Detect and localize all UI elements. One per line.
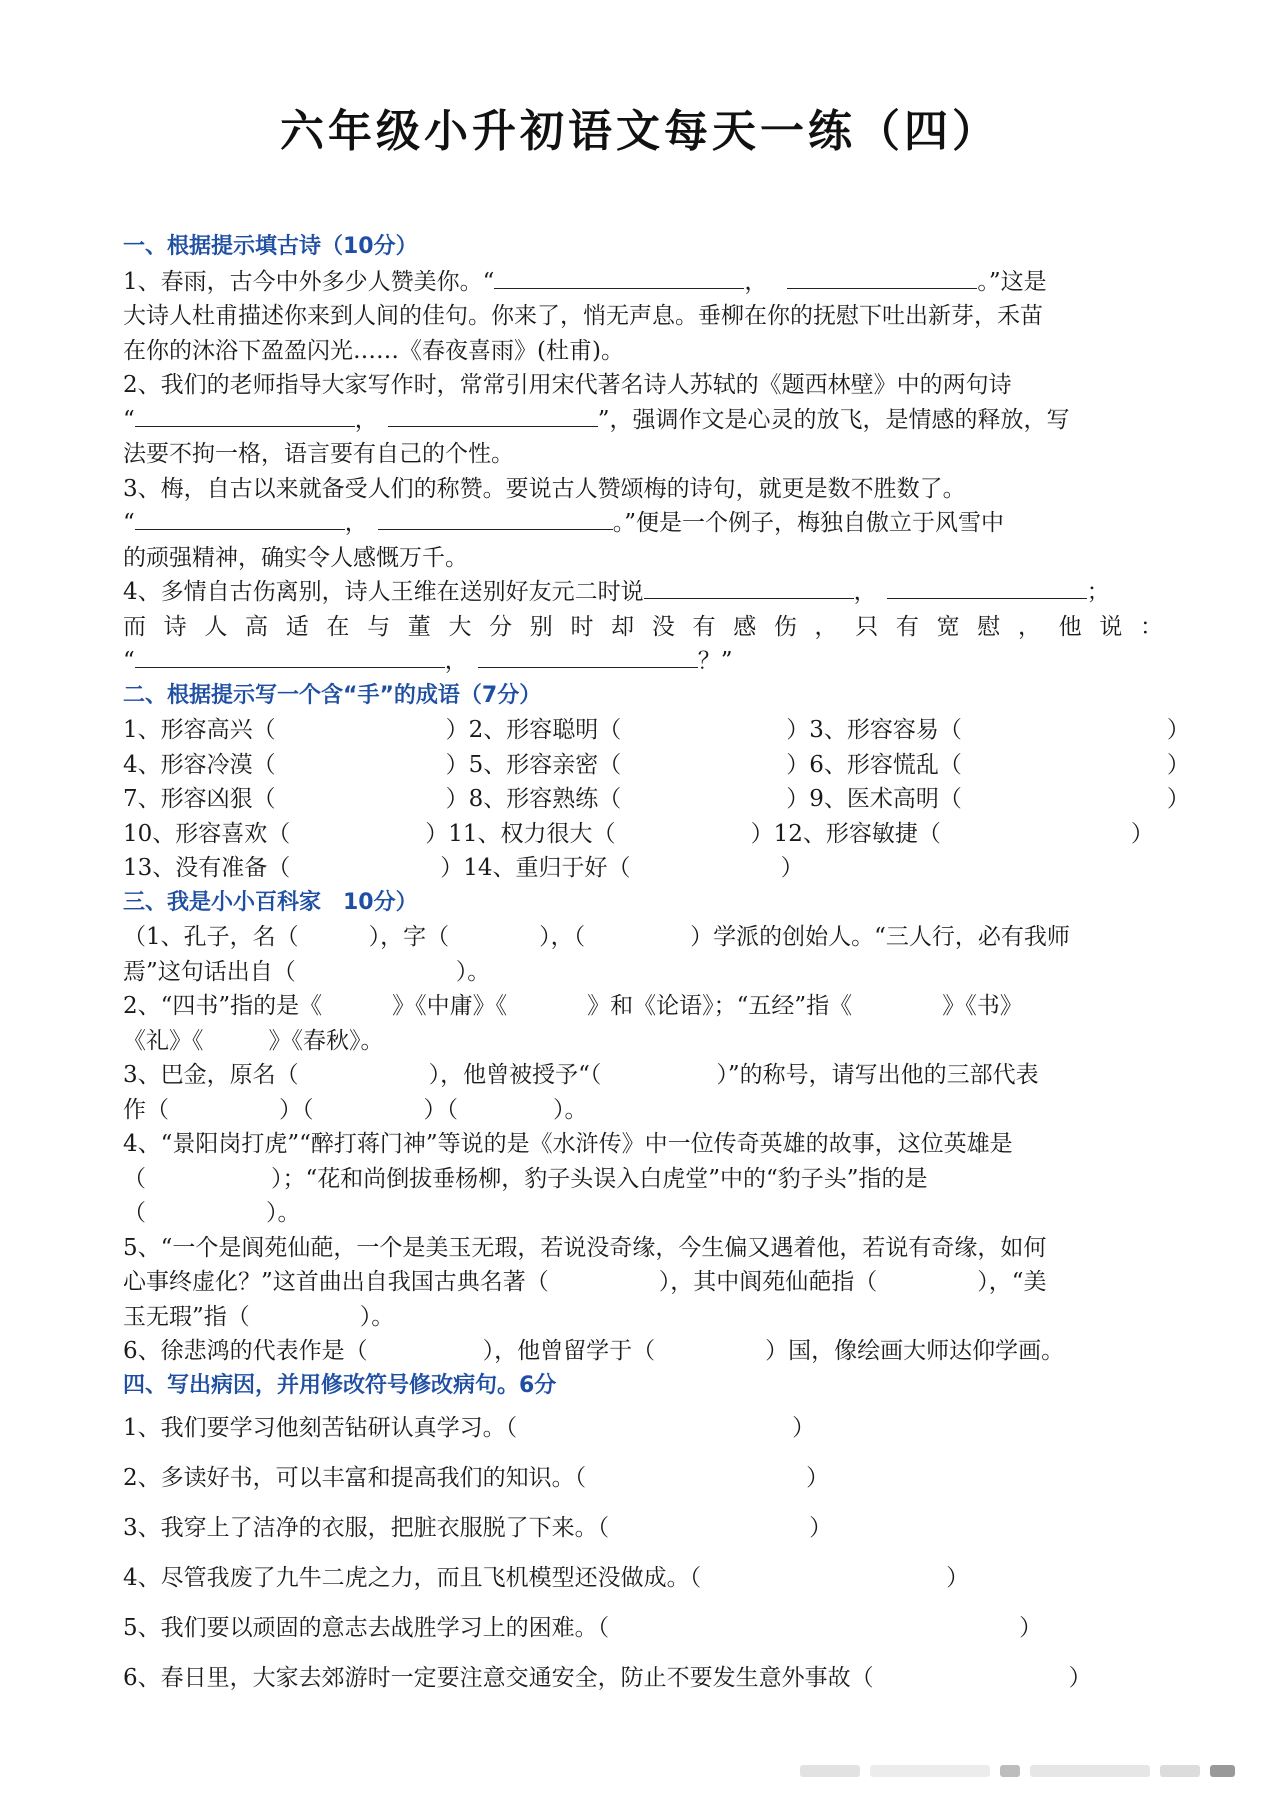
idiom-close: ） [1130, 820, 1154, 847]
wiki-text: 》《中庸》《 [392, 993, 508, 1019]
wiki-text: 心事终虚化？”这首曲出自我国古典名著（ [123, 1269, 549, 1295]
idiom-prompt: 7、形容凶狠（ [123, 786, 276, 812]
wiki-text: ）；“花和尚倒拔垂杨柳，豹子头误入白虎堂”中的“豹子头”指的是 [271, 1165, 928, 1192]
wiki-text: （1、孔子，名（ [123, 924, 299, 950]
wiki-text: （ [123, 1200, 146, 1226]
section-3-heading: 三、我是小小百科家 10分） [123, 889, 418, 915]
wiki-q5-line-2 [123, 1265, 1163, 1300]
idiom-prompt: ）5、形容亲密（ [445, 751, 622, 778]
wiki-q1-line-1 [123, 920, 1163, 955]
q3-tail: 。”便是一个例子，梅独自傲立于风雪中 [612, 510, 1005, 536]
q4-blank-2[interactable] [887, 576, 1087, 599]
page-title: 六年级小升初语文每天一练（四） [280, 106, 1000, 157]
wiki-text: （ [123, 1165, 146, 1192]
idiom-close: ） [780, 855, 804, 881]
correction-item-2 [123, 1453, 1163, 1503]
section-4-heading: 四、写出病因，并用修改符号修改病句。6分 [123, 1372, 557, 1398]
correction-sentence: 2、多读好书，可以丰富和提高我们的知识。（ [123, 1465, 587, 1491]
wiki-text: ），他曾留学于（ [482, 1338, 656, 1364]
wiki-text: ）国，像绘画大师达仰学画。 [765, 1338, 1065, 1364]
idiom-prompt: ）11、权力很大（ [425, 820, 616, 847]
q4-blank-3[interactable] [135, 645, 445, 668]
wiki-q5-line-3 [123, 1300, 1163, 1335]
wiki-text: 》和《论语》；“五经”指《 [587, 993, 853, 1019]
q4-semicolon: ； [1086, 579, 1110, 605]
wiki-q4-line-3 [123, 1196, 1163, 1231]
correction-sentence: 3、我穿上了洁净的衣服，把脏衣服脱了下来。（ [123, 1515, 610, 1541]
q1-text: 1、春雨，古今中外多少人赞美你。“ [123, 268, 495, 295]
correction-close: ） [1019, 1615, 1043, 1641]
wiki-text: ）。 [266, 1200, 301, 1226]
idiom-row-5 [123, 851, 1163, 886]
q4-comma: ， [853, 579, 877, 605]
q4-line-3 [123, 644, 1163, 679]
q2-comma: ， [354, 406, 378, 433]
q2-tail: ”，强调作文是心灵的放飞，是情感的释放，写 [597, 406, 1070, 433]
correction-close: ） [809, 1515, 833, 1541]
q4-blank-4[interactable] [478, 645, 698, 668]
wiki-text: 》《春秋》。 [268, 1027, 384, 1054]
idiom-prompt: ）12、形容敏捷（ [750, 820, 941, 847]
wiki-text: ）。 [553, 1096, 588, 1123]
correction-item-3 [123, 1503, 1163, 1553]
q1-blank-1[interactable] [494, 266, 744, 289]
wiki-text: ），（ [539, 924, 586, 950]
wiki-text: 焉”这句话出自（ [123, 958, 296, 985]
sentence-correction-list [123, 1403, 1163, 1703]
wiki-text: ），他曾被授予“（ [428, 1062, 602, 1088]
idiom-row-3 [123, 782, 1190, 817]
q4-tail: ？” [697, 648, 733, 674]
correction-item-6 [123, 1653, 1163, 1703]
idiom-row-1 [123, 713, 1190, 748]
correction-close: ） [946, 1565, 970, 1591]
correction-sentence: 1、我们要学习他刻苦钻研认真学习。（ [123, 1415, 518, 1441]
q2-open-quote: “ [123, 406, 135, 433]
wiki-text: ）。 [455, 958, 491, 985]
wiki-text: ），“美 [977, 1269, 1047, 1295]
q1-blank-2[interactable] [787, 266, 977, 289]
wiki-text: ）”的称号，请写出他的三部代表 [716, 1062, 1039, 1088]
wiki-q3-line-2 [123, 1093, 1163, 1128]
q4-open-quote: “ [123, 648, 135, 674]
correction-item-4 [123, 1553, 1163, 1603]
q1-line-3: 在你的沐浴下盈盈闪光……《春夜喜雨》(杜甫)。 [123, 337, 624, 364]
wiki-q4-line-1: 4、“景阳岗打虎”“醉打蒋门神”等说的是《水浒传》中一位传奇英雄的故事，这位英雄是 [123, 1131, 1013, 1157]
q1-line-2: 大诗人杜甫描述你来到人间的佳句。你来了，悄无声息。垂柳在你的抚慰下吐出新芽，禾苗 [123, 303, 1043, 329]
correction-item-1 [123, 1403, 1163, 1453]
q3-blank-1[interactable] [135, 507, 345, 530]
wiki-q3-line-1 [123, 1058, 1163, 1093]
idiom-close: ） [1166, 717, 1190, 743]
q2-blank-2[interactable] [388, 404, 598, 427]
q3-comma: ， [344, 510, 368, 536]
idiom-prompt: ）2、形容聪明（ [445, 717, 622, 743]
q1-tail: 。”这是 [977, 268, 1047, 295]
idiom-row-2 [123, 748, 1190, 783]
idiom-prompt: ）6、形容慌乱（ [786, 751, 962, 778]
q4-line-2: 而诗人高适在与董大分别时却没有感伤，只有宽慰，他说： [123, 613, 1163, 640]
idiom-prompt: 10、形容喜欢（ [123, 820, 291, 847]
q2-line-3: 法要不拘一格，语言要有自己的个性。 [123, 441, 514, 467]
wiki-text: 作（ [123, 1096, 169, 1123]
wiki-text: ）（ [279, 1096, 314, 1123]
q4-comma-2: ， [444, 648, 468, 674]
q3-line-3: 的顽强精神，确实令人感慨万千。 [123, 544, 468, 571]
wiki-text: ）学派的创始人。“三人行，必有我师 [690, 924, 1070, 950]
idiom-prompt: 4、形容冷漠（ [123, 751, 276, 778]
wiki-text: 《礼》《 [123, 1027, 204, 1054]
q3-open-quote: “ [123, 510, 135, 536]
correction-sentence: 6、春日里，大家去郊游时一定要注意交通安全，防止不要发生意外事故（ [123, 1665, 874, 1691]
section-1-heading: 一、根据提示填古诗（10分） [123, 234, 418, 259]
wiki-text: 》《书》 [942, 993, 1023, 1019]
q2-line-2 [123, 403, 1163, 438]
correction-close: ） [806, 1465, 830, 1491]
idiom-prompt: ）3、形容容易（ [786, 717, 962, 743]
wiki-q6-line-1 [123, 1334, 1163, 1369]
idiom-prompt: 13、没有准备（ [123, 855, 291, 881]
correction-close: ） [1068, 1665, 1092, 1691]
wiki-q5-line-1: 5、“一个是阆苑仙葩，一个是美玉无瑕，若说没奇缘，今生偏又遇着他，若说有奇缘，如何 [123, 1234, 1047, 1261]
idiom-prompt: ）14、重归于好（ [440, 855, 631, 881]
wiki-q2-line-2 [123, 1024, 1163, 1059]
idiom-prompt: ）9、医术高明（ [786, 786, 962, 812]
wiki-text: 3、巴金，原名（ [123, 1062, 299, 1088]
worksheet-body [123, 230, 1190, 1703]
idiom-prompt: 1、形容高兴（ [123, 717, 276, 743]
idiom-close: ） [1166, 751, 1190, 778]
wiki-text: ）（ [423, 1096, 458, 1123]
idiom-prompt: ）8、形容熟练（ [445, 786, 622, 812]
wiki-q1-line-2 [123, 955, 1163, 990]
q1-comma: ， [744, 268, 768, 295]
idiom-close: ） [1166, 786, 1190, 812]
q4-line-1 [123, 575, 1163, 610]
q4-text: 4、多情自古伤离别，诗人王维在送别好友元二时说 [123, 579, 644, 605]
q4-blank-1[interactable] [644, 576, 854, 599]
q2-line-1: 2、我们的老师指导大家写作时，常常引用宋代著名诗人苏轼的《题西林壁》中的两句诗 [123, 372, 1012, 398]
wiki-text: 玉无瑕”指（ [123, 1303, 250, 1330]
q3-blank-2[interactable] [378, 507, 613, 530]
correction-sentence: 5、我们要以顽固的意志去战胜学习上的困难。（ [123, 1615, 610, 1641]
wiki-q4-line-2 [123, 1162, 1163, 1197]
wiki-text: ），其中阆苑仙葩指（ [658, 1269, 878, 1295]
correction-sentence: 4、尽管我废了九牛二虎之力，而且飞机模型还没做成。（ [123, 1565, 702, 1591]
wiki-text: 2、“四书”指的是《 [123, 993, 323, 1019]
section-2-heading: 二、根据提示写一个含“手”的成语（7分） [123, 682, 542, 708]
q2-blank-1[interactable] [135, 404, 355, 427]
wiki-text: ）。 [359, 1303, 395, 1330]
idiom-row-4 [123, 817, 1163, 852]
wiki-q2-line-1 [123, 989, 1163, 1024]
wiki-text: ），字（ [368, 924, 450, 950]
q3-line-2 [123, 506, 1163, 541]
correction-close: ） [792, 1415, 816, 1441]
correction-item-5 [123, 1603, 1163, 1653]
scan-artifact-bar [800, 1765, 1240, 1777]
q3-line-1: 3、梅，自古以来就备受人们的称赞。要说古人赞颂梅的诗句，就更是数不胜数了。 [123, 475, 966, 502]
q1-line-1 [123, 265, 1163, 300]
wiki-text: 6、徐悲鸿的代表作是（ [123, 1338, 368, 1364]
